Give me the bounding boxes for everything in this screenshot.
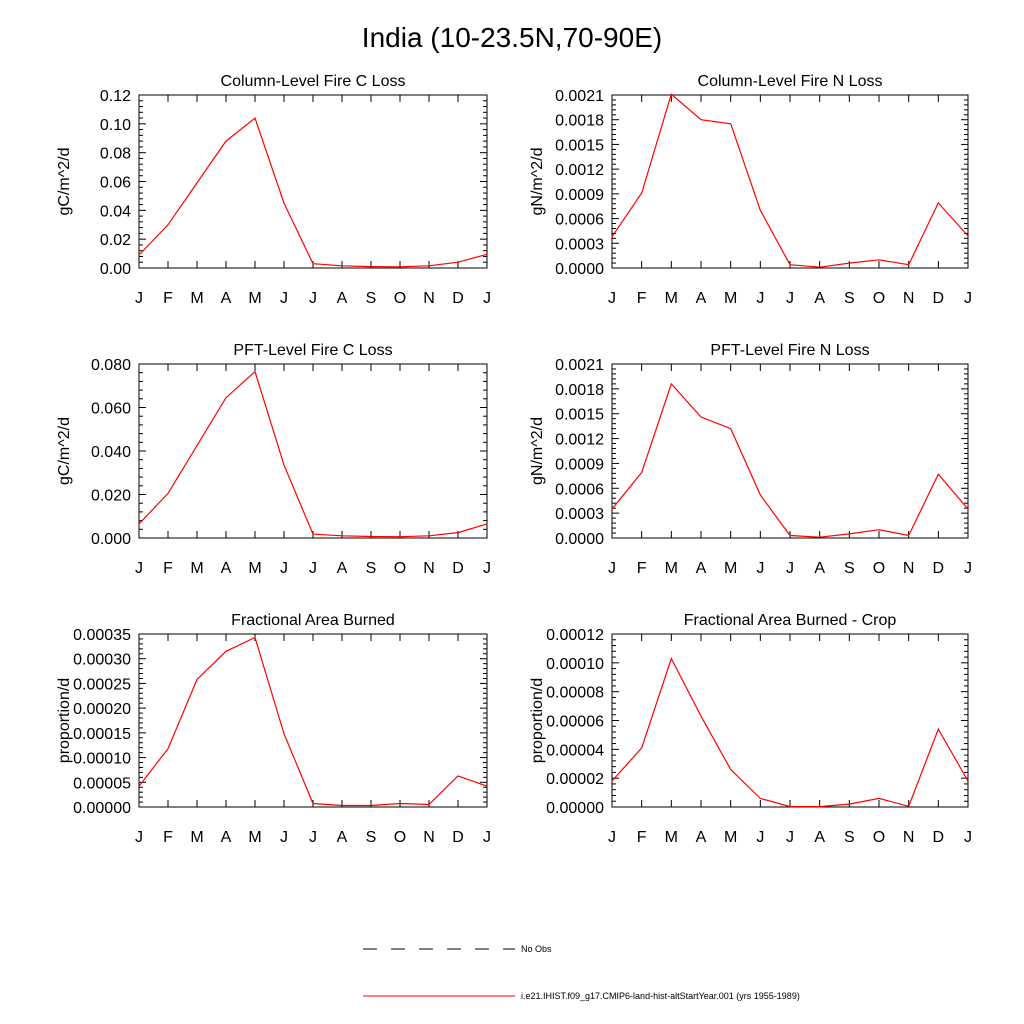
plot-frame — [139, 634, 487, 807]
x-tick-label: N — [423, 290, 435, 307]
y-tick-label: 0.00010 — [546, 655, 604, 673]
y-tick-label: 0.0000 — [555, 531, 604, 548]
x-tick-label: D — [932, 290, 945, 307]
series-line — [612, 384, 968, 537]
x-tick-label: D — [452, 560, 464, 577]
x-tick-label: J — [964, 560, 972, 577]
chart-title: Column-Level Fire N Loss — [697, 73, 883, 90]
x-tick-label: A — [814, 560, 826, 577]
series-line — [612, 659, 968, 807]
chart-title: Column-Level Fire C Loss — [220, 73, 406, 90]
x-tick-label: J — [756, 560, 765, 577]
y-tick-label: 0.0003 — [555, 236, 604, 254]
y-tick-label: 0.00025 — [73, 676, 131, 694]
y-axis-label: gN/m^2/d — [529, 417, 546, 485]
x-tick-label: M — [724, 290, 738, 307]
x-tick-label: O — [872, 829, 886, 846]
series-line — [612, 94, 968, 267]
y-axis-label: proportion/d — [56, 677, 73, 764]
y-tick-label: 0.00012 — [546, 627, 604, 644]
x-tick-label: A — [220, 560, 232, 577]
x-tick-label: M — [724, 560, 738, 577]
x-tick-label: J — [483, 290, 491, 307]
x-tick-label: M — [190, 560, 204, 577]
x-tick-label: A — [336, 560, 348, 577]
y-tick-label: 0.00 — [99, 261, 131, 278]
x-tick-label: J — [964, 829, 972, 846]
x-tick-label: J — [786, 290, 794, 307]
x-tick-label: F — [636, 290, 647, 307]
x-tick-label: O — [872, 290, 886, 307]
chart-panel — [56, 73, 491, 307]
x-tick-label: A — [814, 290, 826, 307]
y-tick-label: 0.080 — [90, 357, 131, 374]
plot-frame — [612, 364, 968, 538]
y-tick-label: 0.00035 — [73, 627, 131, 644]
x-tick-label: N — [423, 829, 435, 846]
x-tick-label: J — [608, 560, 616, 577]
y-tick-label: 0.0018 — [555, 381, 604, 399]
x-tick-label: J — [280, 560, 288, 577]
y-tick-label: 0.02 — [99, 232, 131, 250]
figure-title: India (10-23.5N,70-90E) — [361, 22, 663, 53]
chart-panel — [56, 612, 491, 846]
x-tick-label: M — [248, 290, 262, 307]
x-tick-label: A — [814, 829, 826, 846]
y-tick-label: 0.00030 — [73, 651, 131, 669]
chart-title: Fractional Area Burned - Crop — [683, 612, 897, 629]
x-tick-label: D — [932, 560, 945, 577]
y-axis-label: gC/m^2/d — [56, 417, 73, 485]
x-tick-label: J — [483, 829, 491, 846]
x-tick-label: M — [664, 560, 678, 577]
y-tick-label: 0.08 — [99, 145, 131, 163]
x-tick-label: N — [902, 290, 915, 307]
series-line — [139, 638, 487, 806]
y-tick-label: 0.0003 — [555, 506, 604, 524]
y-tick-label: 0.0012 — [555, 162, 604, 180]
plot-frame — [139, 364, 487, 538]
x-tick-label: J — [135, 290, 143, 307]
y-tick-label: 0.00005 — [73, 775, 131, 793]
y-tick-label: 0.00008 — [546, 684, 604, 702]
y-tick-label: 0.0021 — [555, 88, 604, 105]
y-tick-label: 0.0006 — [555, 211, 604, 229]
chart-panel — [529, 73, 972, 307]
x-tick-label: M — [248, 829, 262, 846]
series-line — [139, 118, 487, 267]
x-tick-label: J — [280, 829, 288, 846]
x-tick-label: A — [220, 290, 232, 307]
y-axis-label: proportion/d — [529, 677, 546, 764]
x-tick-label: F — [163, 560, 173, 577]
x-tick-label: J — [483, 560, 491, 577]
x-tick-label: A — [336, 829, 348, 846]
plot-frame — [139, 95, 487, 268]
y-tick-label: 0.06 — [99, 174, 131, 192]
x-tick-label: F — [636, 560, 647, 577]
x-tick-label: M — [724, 829, 738, 846]
x-tick-label: N — [902, 560, 915, 577]
y-tick-label: 0.000 — [90, 531, 131, 548]
y-tick-label: 0.0015 — [555, 137, 604, 155]
x-tick-label: A — [220, 829, 232, 846]
y-tick-label: 0.00010 — [73, 750, 131, 768]
chart-title: Fractional Area Burned — [231, 612, 395, 629]
x-tick-label: A — [695, 560, 707, 577]
y-tick-label: 0.0012 — [555, 431, 604, 449]
y-tick-label: 0.12 — [99, 88, 131, 105]
x-tick-label: J — [280, 290, 288, 307]
plot-frame — [612, 95, 968, 268]
y-tick-label: 0.00006 — [546, 713, 604, 731]
legend — [363, 944, 800, 1001]
y-tick-label: 0.0018 — [555, 112, 604, 130]
x-tick-label: F — [163, 290, 173, 307]
x-tick-label: O — [393, 829, 407, 846]
chart-title: PFT-Level Fire N Loss — [710, 342, 870, 359]
chart-title: PFT-Level Fire C Loss — [233, 342, 393, 359]
x-tick-label: M — [664, 829, 678, 846]
chart-panel — [56, 342, 491, 577]
x-tick-label: J — [309, 560, 317, 577]
y-tick-label: 0.00000 — [546, 800, 604, 817]
x-tick-label: N — [423, 560, 435, 577]
x-tick-label: J — [756, 290, 765, 307]
series-line — [139, 372, 487, 537]
y-tick-label: 0.020 — [90, 487, 131, 505]
x-tick-label: J — [756, 829, 765, 846]
y-axis-label: gN/m^2/d — [529, 147, 546, 216]
y-tick-label: 0.00000 — [73, 800, 131, 817]
x-tick-label: J — [309, 829, 317, 846]
plot-frame — [612, 634, 968, 807]
x-tick-label: D — [452, 290, 464, 307]
x-tick-label: O — [393, 560, 407, 577]
y-tick-label: 0.0006 — [555, 481, 604, 499]
x-tick-label: O — [872, 560, 886, 577]
x-tick-label: S — [365, 290, 377, 307]
y-tick-label: 0.060 — [90, 400, 131, 418]
y-tick-label: 0.0009 — [555, 456, 604, 474]
x-tick-label: N — [902, 829, 915, 846]
x-tick-label: J — [135, 560, 143, 577]
x-tick-label: S — [365, 829, 377, 846]
y-tick-label: 0.040 — [90, 444, 131, 461]
y-tick-label: 0.0015 — [555, 406, 604, 424]
y-tick-label: 0.00002 — [546, 771, 604, 789]
y-tick-label: 0.04 — [99, 203, 131, 221]
y-tick-label: 0.0000 — [555, 261, 604, 278]
x-tick-label: M — [190, 829, 204, 846]
x-tick-label: S — [843, 560, 855, 577]
legend-label: No Obs — [521, 944, 552, 954]
x-tick-label: J — [786, 560, 794, 577]
x-tick-label: F — [636, 829, 647, 846]
x-tick-label: M — [248, 560, 262, 577]
y-tick-label: 0.00004 — [546, 742, 604, 760]
y-tick-label: 0.0009 — [555, 186, 604, 204]
x-tick-label: A — [695, 290, 707, 307]
x-tick-label: F — [163, 829, 173, 846]
y-tick-label: 0.00015 — [73, 725, 131, 743]
x-tick-label: D — [452, 829, 464, 846]
legend-label: i.e21.IHIST.f09_g17.CMIP6-land-hist-altStartYear.001 (yrs 1955-1989) — [521, 991, 800, 1001]
x-tick-label: S — [843, 829, 855, 846]
x-tick-label: M — [664, 290, 678, 307]
x-tick-label: J — [608, 290, 616, 307]
y-tick-label: 0.00020 — [73, 701, 131, 719]
x-tick-label: D — [932, 829, 945, 846]
x-tick-label: S — [365, 560, 377, 577]
x-tick-label: O — [393, 290, 407, 307]
chart-panel — [529, 342, 972, 577]
x-tick-label: S — [843, 290, 855, 307]
x-tick-label: J — [964, 290, 972, 307]
y-tick-label: 0.10 — [99, 116, 131, 134]
x-tick-label: J — [786, 829, 794, 846]
chart-panel — [529, 612, 972, 846]
x-tick-label: J — [309, 290, 317, 307]
y-axis-label: gC/m^2/d — [56, 147, 73, 216]
x-tick-label: A — [695, 829, 707, 846]
y-tick-label: 0.0021 — [555, 357, 604, 374]
x-tick-label: J — [608, 829, 616, 846]
x-tick-label: M — [190, 290, 204, 307]
x-tick-label: J — [135, 829, 143, 846]
x-tick-label: A — [336, 290, 348, 307]
